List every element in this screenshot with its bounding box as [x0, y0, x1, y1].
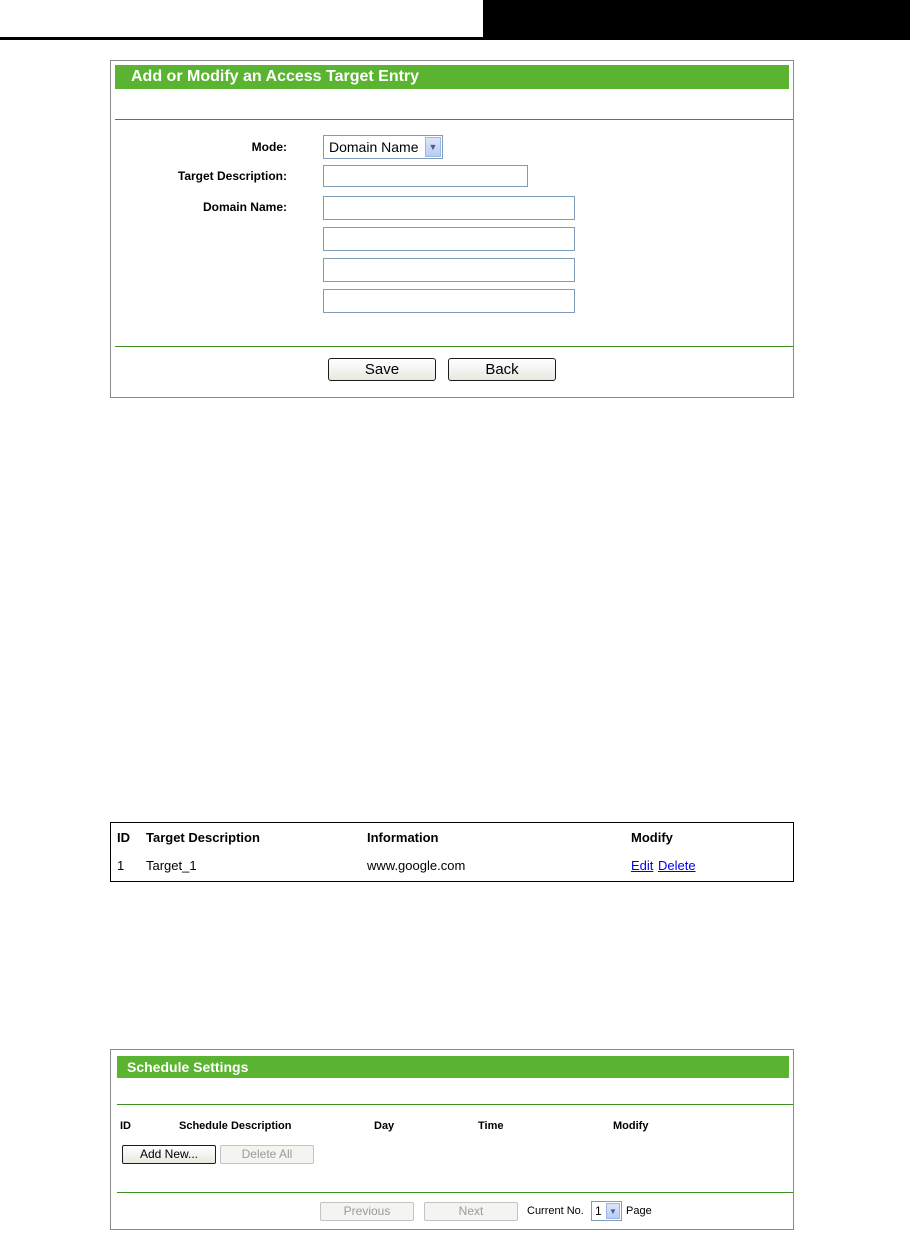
target-description-input[interactable]: [323, 165, 528, 187]
domain-name-input-3[interactable]: [323, 258, 575, 282]
domain-name-input-4[interactable]: [323, 289, 575, 313]
column-header-target-description: Target Description: [146, 830, 260, 845]
target-description-label: Target Description:: [177, 169, 287, 183]
delete-all-button[interactable]: Delete All: [220, 1145, 314, 1164]
row-target-description: Target_1: [146, 858, 197, 873]
divider: [115, 346, 793, 347]
access-target-panel: [110, 60, 794, 398]
divider: [117, 1104, 793, 1105]
column-header-id: ID: [120, 1120, 131, 1132]
next-button[interactable]: Next: [424, 1202, 518, 1221]
page-select-value: 1: [595, 1204, 602, 1218]
domain-name-input-2[interactable]: [323, 227, 575, 251]
column-header-modify: Modify: [631, 830, 673, 845]
column-header-time: Time: [478, 1120, 504, 1132]
current-no-label: Current No.: [527, 1205, 584, 1217]
delete-link[interactable]: Delete: [658, 858, 696, 873]
column-header-day: Day: [374, 1120, 395, 1132]
page-select[interactable]: [591, 1201, 622, 1221]
row-information: www.google.com: [367, 858, 466, 873]
header-rule: [0, 37, 910, 40]
divider: [115, 119, 793, 120]
divider: [117, 1192, 793, 1193]
chevron-down-icon[interactable]: ▼: [606, 1203, 620, 1219]
domain-name-input-1[interactable]: [323, 196, 575, 220]
header-black-block: [483, 0, 910, 37]
previous-button[interactable]: Previous: [320, 1202, 414, 1221]
mode-label: Mode:: [251, 140, 287, 154]
column-header-information: Information: [367, 830, 439, 845]
add-new-button[interactable]: Add New...: [122, 1145, 216, 1164]
panel-title: Add or Modify an Access Target Entry: [115, 65, 789, 89]
panel-title: Schedule Settings: [117, 1056, 789, 1078]
save-button[interactable]: Save: [328, 358, 436, 381]
edit-link[interactable]: Edit: [631, 858, 654, 873]
mode-select-value: Domain Name: [329, 139, 419, 155]
target-list-table: [110, 822, 794, 882]
back-button[interactable]: Back: [448, 358, 556, 381]
column-header-schedule-description: Schedule Description: [179, 1120, 292, 1132]
chevron-down-icon[interactable]: ▼: [425, 137, 441, 157]
domain-name-label: Domain Name:: [202, 200, 287, 214]
mode-select[interactable]: [323, 135, 443, 159]
column-header-id: ID: [117, 830, 130, 845]
schedule-settings-panel: [110, 1049, 794, 1230]
column-header-modify: Modify: [613, 1120, 649, 1132]
row-id: 1: [117, 858, 125, 873]
page-label: Page: [626, 1205, 652, 1217]
